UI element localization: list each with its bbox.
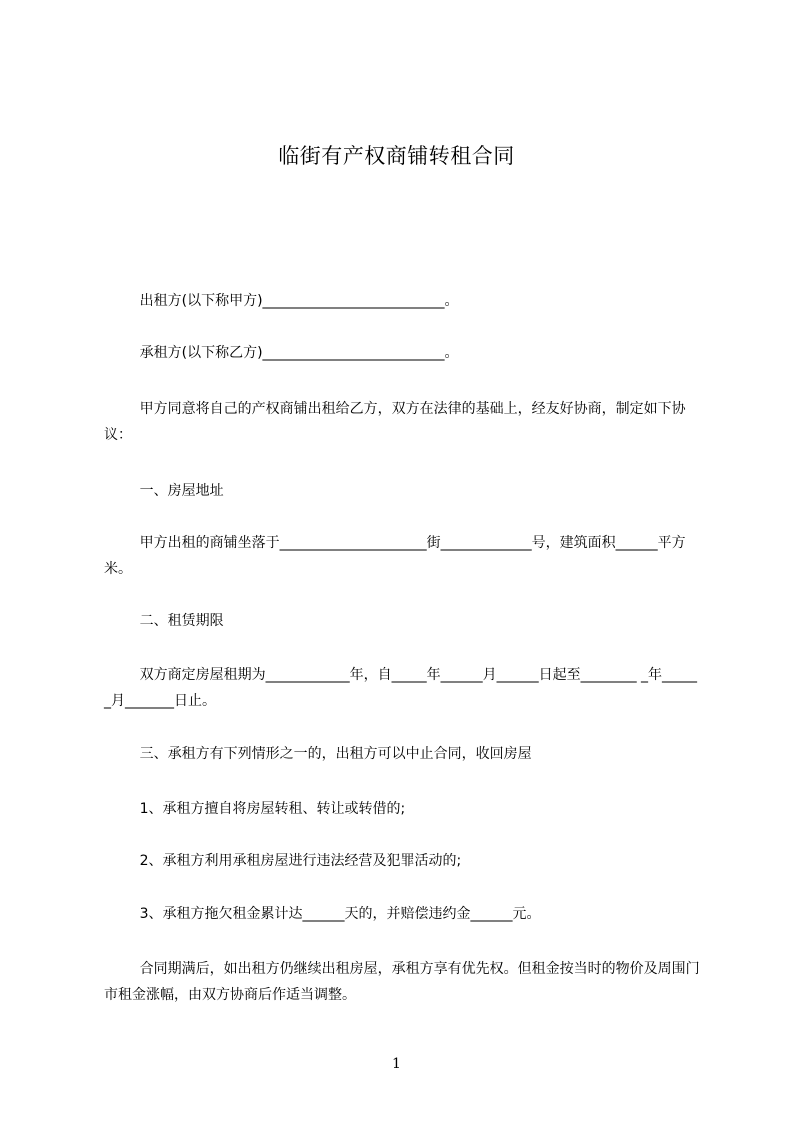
page-number: 1: [392, 1056, 401, 1072]
term-paragraph: 双方商定房屋租期为____________年，自_____年______月______日起至________ _年______月_______日止。: [104, 667, 698, 709]
agreement-intro-paragraph: 甲方同意将自己的产权商铺出租给乙方，双方在法律的基础上，经友好协商，制定如下协议：: [104, 401, 686, 443]
termination-clause-3: 3、承租方拖欠租金累计达______天的，并赔偿违约金______元。: [104, 906, 541, 922]
section-heading-termination: 三、承租方有下列情形之一的，出租方可以中止合同，收回房屋: [104, 746, 532, 762]
termination-clause-2: 2、承租方利用承租房屋进行违法经营及犯罪活动的;: [104, 853, 462, 869]
section-heading-address: 一、房屋地址: [104, 483, 224, 499]
address-paragraph: 甲方出租的商铺坐落于_____________________街_____________号，建筑面积______平方米。: [104, 535, 686, 577]
section-heading-term: 二、租赁期限: [104, 613, 224, 629]
renewal-paragraph: 合同期满后，如出租方仍继续出租房屋，承租方享有优先权。但租金按当时的物价及周围门市租金涨幅，由双方协商后作适当调整。: [104, 961, 700, 1003]
lessor-line: 出租方(以下称甲方)__________________________。: [104, 293, 459, 309]
lessee-line: 承租方(以下称乙方)__________________________。: [104, 345, 459, 361]
termination-clause-1: 1、承租方擅自将房屋转租、转让或转借的;: [104, 801, 406, 817]
document-title: 临街有产权商铺转租合同: [278, 144, 515, 168]
